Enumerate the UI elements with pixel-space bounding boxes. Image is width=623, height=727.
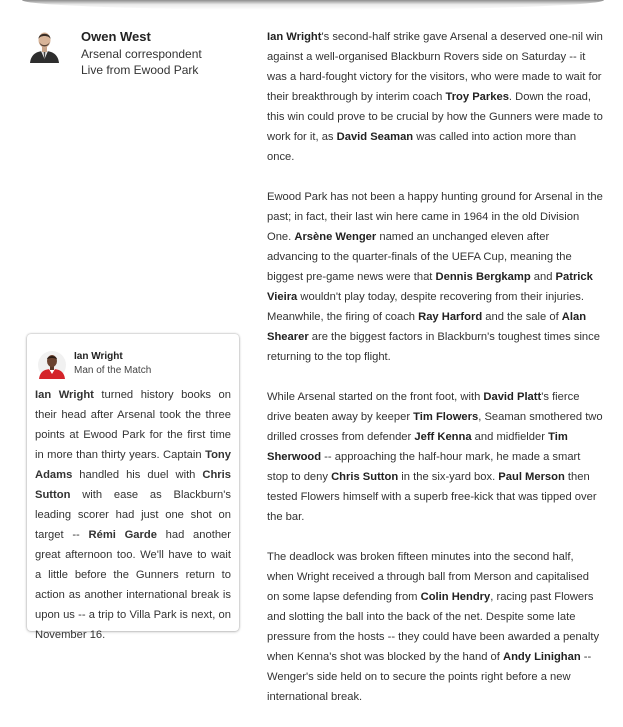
text-run: wouldn't play today, despite recovering from their injuries. Meanwhile, the firing of coach — [267, 291, 585, 323]
bold-name: Patrick Vieira — [267, 271, 593, 303]
text-run: The deadlock was broken fifteen minutes into the second half, when Wright received a through ball from Merson and capitalised on some lapse defending from — [267, 551, 589, 603]
text-run: 's fierce drive beaten away by keeper — [267, 391, 580, 423]
bold-name: Chris Sutton — [331, 471, 399, 483]
text-run: with ease as Blackburn's leading scorer had just one shot on target -- — [35, 489, 231, 541]
text-run: and midfielder — [471, 431, 549, 443]
bold-name: Tim Flowers — [413, 411, 479, 423]
player-portrait-icon — [38, 351, 66, 379]
article-paragraph — [267, 387, 603, 527]
text-run: was called into action more than once. — [267, 131, 577, 163]
bold-name: Arsène Wenger — [294, 231, 377, 243]
text-run: , racing past Flowers and slotting the ball into the back of the net. Despite some late pressure from the hosts -- they could have been awarded a penalty when Kenna's shot was blocked by the hand of — [267, 591, 600, 663]
bold-name: David Seaman — [336, 131, 414, 143]
author-byline — [28, 28, 243, 78]
text-run: are the biggest factors in Blackburn's toughest times since returning to the top flight. — [267, 331, 600, 363]
bold-name: Chris Sutton — [35, 469, 231, 501]
text-run: had another great afternoon too. We'll have to wait a little before the Gunners return to action as another international break is upon us -- a trip to Villa Park is next, on November 16. — [35, 529, 231, 641]
motm-player-name: Ian Wright — [74, 351, 123, 362]
author-location: Live from Ewood Park — [81, 63, 199, 77]
text-run: then tested Flowers himself with a superb free-kick that was tipped over the bar. — [267, 471, 597, 523]
author-portrait-icon — [28, 28, 61, 63]
motm-summary — [35, 385, 231, 645]
bold-name: Troy Parkes — [445, 91, 509, 103]
author-name: Owen West — [81, 29, 151, 44]
text-run: and — [530, 271, 556, 283]
text-run: 's second-half strike gave Arsenal a deserved one-nil win against a well-organised Blackburn Rovers side on Saturday -- it was a hard-fought victory for the visitors, who were made to wait for their breakthrough by interim coach — [267, 31, 603, 103]
motm-title: Man of the Match — [74, 365, 152, 376]
text-run: in the six-yard box. — [398, 471, 499, 483]
text-run: named an unchanged eleven after advancing to the quarter-finals of the UEFA Cup, meaning the biggest pre-game news were that — [267, 231, 572, 283]
text-run: turned history books on their head after Arsenal took the three points at Ewood Park for the first time in more than thirty years. Captain — [35, 389, 231, 461]
text-run: While Arsenal started on the front foot, with — [267, 391, 484, 403]
bold-name: Colin Hendry — [420, 591, 491, 603]
bold-name: Ian Wright — [35, 389, 94, 401]
article-paragraph — [267, 547, 603, 707]
bold-name: Paul Merson — [498, 471, 565, 483]
bold-name: Ian Wright — [267, 31, 322, 43]
bold-name: Tim Sherwood — [267, 431, 568, 463]
bold-name: Tony Adams — [35, 449, 231, 481]
text-run: , Seaman smothered two drilled crosses from defender — [267, 411, 603, 443]
text-run: -- Wenger's side held on to secure the points right before a new international break. — [267, 651, 592, 703]
bold-name: David Platt — [483, 391, 542, 403]
article-body — [267, 27, 603, 727]
author-role: Arsenal correspondent — [81, 47, 202, 61]
text-run: handled his duel with — [72, 469, 203, 481]
bold-name: Alan Shearer — [267, 311, 587, 343]
bold-name: Andy Linighan — [503, 651, 581, 663]
text-run: . Down the road, this win could prove to be crucial by how the Gunners were made to work for it, as — [267, 91, 603, 143]
bold-name: Rémi Garde — [88, 529, 157, 541]
bold-name: Jeff Kenna — [414, 431, 472, 443]
man-of-the-match-card — [27, 334, 239, 641]
text-run: and the sale of — [482, 311, 562, 323]
top-shadow-divider — [22, 0, 604, 10]
bold-name: Ray Harford — [418, 311, 483, 323]
bold-name: Dennis Bergkamp — [435, 271, 531, 283]
text-run: Ewood Park has not been a happy hunting ground for Arsenal in the past; in fact, their last win here came in 1964 in the old Division One. — [267, 191, 603, 243]
text-run: -- approaching the half-hour mark, he made a smart stop to deny — [267, 451, 581, 483]
article-paragraph — [267, 27, 603, 167]
article-paragraph — [267, 187, 603, 367]
